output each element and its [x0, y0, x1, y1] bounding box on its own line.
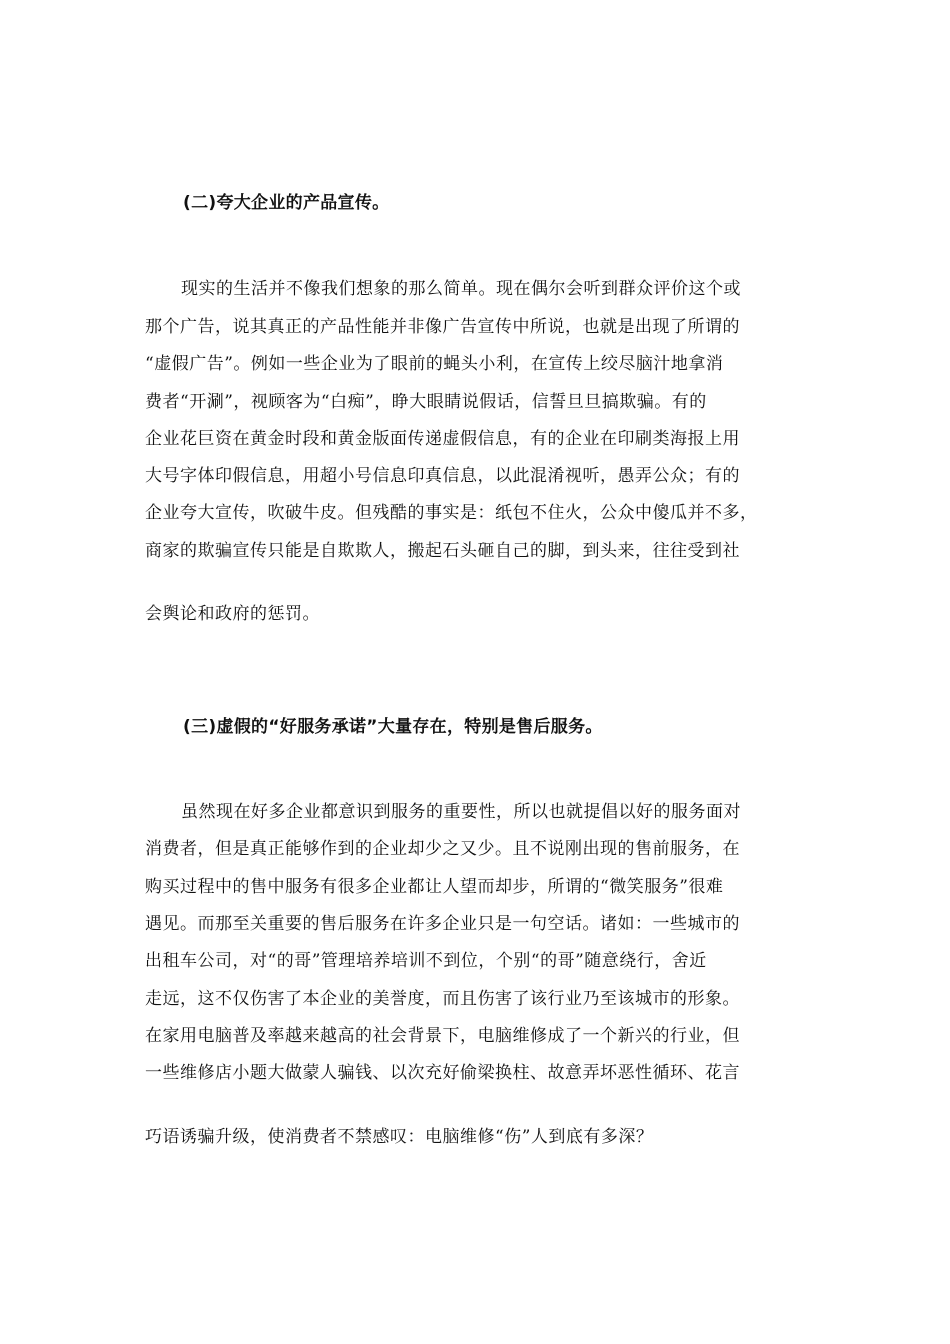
- paragraph-line: 走远，这不仅伤害了本企业的美誉度，而且伤害了该行业乃至该城市的形象。: [145, 989, 740, 1009]
- paragraph-line: 巧语诱骗升级，使消费者不禁感叹：电脑维修“伤”人到底有多深？: [145, 1127, 654, 1147]
- paragraph-line: 大号字体印假信息，用超小号信息印真信息，以此混淆视听，愚弄公众；有的: [145, 466, 740, 486]
- paragraph-line: 虽然现在好多企业都意识到服务的重要性，所以也就提倡以好的服务面对: [181, 802, 741, 822]
- paragraph-line: 在家用电脑普及率越来越高的社会背景下，电脑维修成了一个新兴的行业，但: [145, 1026, 740, 1046]
- paragraph-line: 购买过程中的售中服务有很多企业都让人望而却步，所谓的“微笑服务”很难: [145, 877, 724, 897]
- paragraph-line: 那个广告，说其真正的产品性能并非像广告宣传中所说，也就是出现了所谓的: [145, 317, 740, 337]
- paragraph-line: 企业花巨资在黄金时段和黄金版面传递虚假信息，有的企业在印刷类海报上用: [145, 429, 740, 449]
- paragraph-line: 费者“开涮”，视顾客为“白痴”，睁大眼睛说假话，信誓旦旦搞欺骗。有的: [145, 392, 707, 412]
- section-heading: (三)虚假的“好服务承诺”大量存在，特别是售后服务。: [183, 717, 603, 737]
- paragraph-line: 出租车公司，对“的哥”管理培养培训不到位，个别“的哥”随意绕行，舍近: [145, 951, 707, 971]
- paragraph-line: 消费者，但是真正能够作到的企业却少之又少。且不说刚出现的售前服务，在: [145, 839, 740, 859]
- paragraph-line: 现实的生活并不像我们想象的那么简单。现在偶尔会听到群众评价这个或: [181, 279, 741, 299]
- paragraph-line: 会舆论和政府的惩罚。: [145, 604, 320, 624]
- section-heading: (二)夸大企业的产品宣传。: [183, 193, 390, 213]
- paragraph-line: 商家的欺骗宣传只能是自欺欺人，搬起石头砸自己的脚，到头来，往往受到社: [145, 541, 740, 561]
- paragraph-line: 企业夸大宣传，吹破牛皮。但残酷的事实是：纸包不住火，公众中傻瓜并不多，: [145, 503, 758, 523]
- paragraph-line: 一些维修店小题大做蒙人骗钱、以次充好偷梁换柱、故意弄坏恶性循环、花言: [145, 1063, 740, 1083]
- paragraph-line: “虚假广告”。例如一些企业为了眼前的蝇头小利，在宣传上绞尽脑汁地拿消: [145, 354, 724, 374]
- paragraph-line: 遇见。而那至关重要的售后服务在许多企业只是一句空话。诸如：一些城市的: [145, 914, 740, 934]
